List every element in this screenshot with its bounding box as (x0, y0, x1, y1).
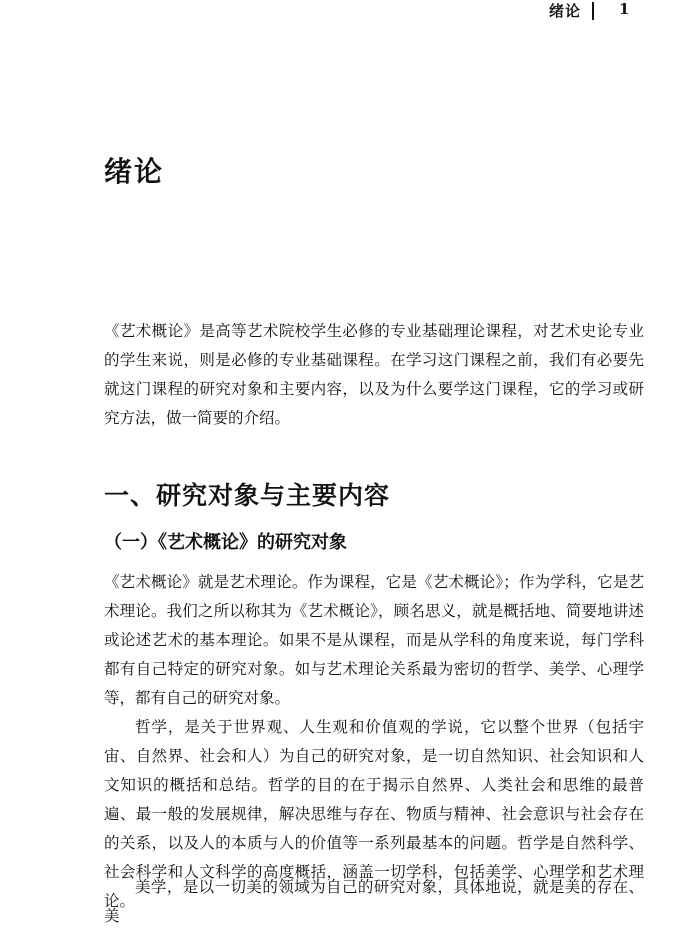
body-paragraph-aesthetics: 美学，是以一切美的领域为自己的研究对象，具体地说，就是美的存在、美 (104, 878, 644, 925)
chapter-title: 绪论 (104, 155, 165, 188)
page-number: 1 (619, 0, 630, 18)
running-header (0, 0, 686, 24)
header-divider (592, 2, 594, 20)
section-heading: 一、研究对象与主要内容 (104, 481, 391, 510)
intro-paragraph: 《艺术概论》是高等艺术院校学生必修的专业基础理论课程，对艺术史论专业的学生来说，则是必修的专业基础课程。在学习这门课程之前，我们有必要先就这门课程的研究对象和主要内容，以及为什么要学这门课程，它的学习或研究方法，做一简要的介绍。 (104, 322, 644, 427)
body-paragraph-art-theory: 《艺术概论》就是艺术理论。作为课程，它是《艺术概论》；作为学科，它是艺术理论。我们之所以称其为《艺术概论》，顾名思义，就是概括地、简要地讲述或论述艺术的基本理论。如果不是从课程，而是从学科的角度来说，每门学科都有自己特定的研究对象。如与艺术理论关系最为密切的哲学、美学、心理学等，都有自己的研究对象。 (104, 573, 644, 707)
running-title: 绪论 (548, 2, 581, 20)
body-paragraph-philosophy: 哲学，是关于世界观、人生观和价值观的学说，它以整个世界（包括宇宙、自然界、社会和人）为自己的研究对象，是一切自然知识、社会知识和人文知识的概括和总结。哲学的目的在于揭示自然界、人类社会和思维的最普遍、最一般的发展规律，解决思维与存在、物质与精神、社会意识与社会存在的关系，以及人的本质与人的价值等一系列最基本的问题。哲学是自然科学、社会科学和人文科学的高度概括，涵盖一切学科，包括美学、心理学和艺术理论。 (104, 718, 644, 910)
subsection-heading: （一）《艺术概论》的研究对象 (104, 532, 347, 553)
